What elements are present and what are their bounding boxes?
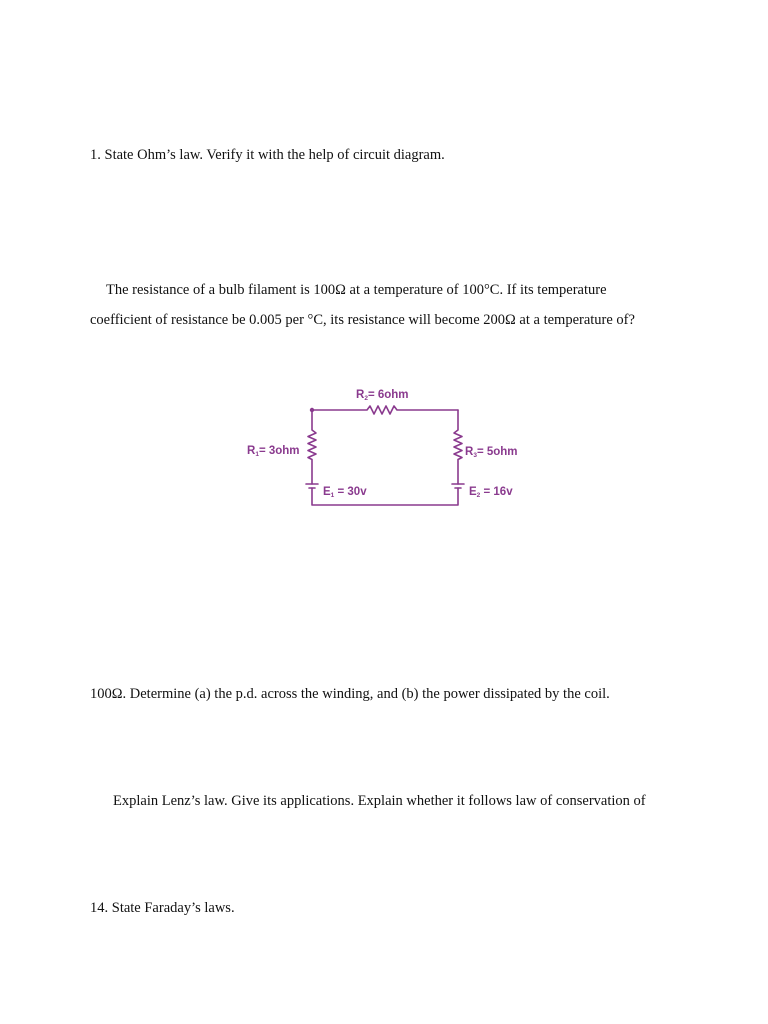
label-r2: R2= 6ohm [356,389,409,402]
question-4-text: Explain Lenz’s law. Give its applications. Explain whether it follows law of conservation of [113,793,646,809]
top-wire [312,406,458,414]
circuit-diagram [240,382,530,514]
left-wire [308,410,316,484]
question-1-text: 1. State Ohm’s law. Verify it with the help of circuit diagram. [90,147,445,163]
question-3-text: 100Ω. Determine (a) the p.d. across the winding, and (b) the power dissipated by the coil. [90,686,610,702]
label-r3: R3= 5ohm [465,446,518,459]
label-e2: E2 = 16v [469,486,513,499]
label-e1: E1 = 30v [323,486,367,499]
right-wire [454,410,462,484]
question-2-line-1: The resistance of a bulb filament is 100Ω at a temperature of 100°C. If its temperature [106,282,607,298]
label-r1: R1= 3ohm [247,445,300,458]
question-14-text: 14. State Faraday’s laws. [90,900,235,916]
junction-dot [310,408,314,412]
question-2-line-2: coefficient of resistance be 0.005 per °C, its resistance will become 200Ω at a temperature of? [90,312,635,328]
